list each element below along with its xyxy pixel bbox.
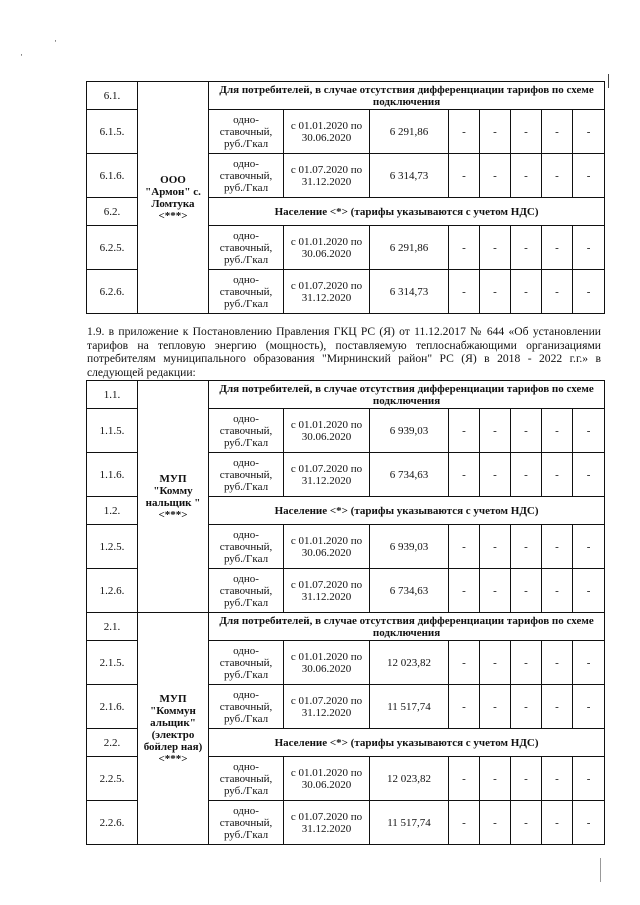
tariff-unit: одно-ставочный, руб./Гкал (209, 270, 284, 314)
empty-cell: - (573, 685, 605, 729)
tariff-table-armon (86, 81, 605, 314)
tariff-value: 12 023,82 (370, 757, 449, 801)
tariff-value: 6 314,73 (370, 154, 449, 198)
tariff-period: с 01.07.2020 по 31.12.2020 (284, 569, 370, 613)
empty-cell: - (449, 409, 480, 453)
tariff-unit: одно-ставочный, руб./Гкал (209, 226, 284, 270)
section-heading: Для потребителей, в случае отсутствия дифференциации тарифов по схеме подключения (209, 613, 605, 641)
empty-cell: - (511, 453, 542, 497)
empty-cell: - (573, 110, 605, 154)
tariff-value: 6 734,63 (370, 569, 449, 613)
tariff-unit: одно-ставочный, руб./Гкал (209, 569, 284, 613)
empty-cell: - (480, 569, 511, 613)
row-code: 2.2. (87, 729, 138, 757)
empty-cell: - (542, 757, 573, 801)
tariff-unit: одно-ставочный, руб./Гкал (209, 525, 284, 569)
organization-name: МУП "Комму нальщик " <***> (138, 381, 209, 613)
tariff-value: 11 517,74 (370, 685, 449, 729)
empty-cell: - (573, 154, 605, 198)
empty-cell: - (511, 270, 542, 314)
scan-edge-line (608, 74, 609, 88)
section-row (87, 613, 605, 641)
empty-cell: - (542, 409, 573, 453)
empty-cell: - (573, 569, 605, 613)
row-code: 6.1. (87, 82, 138, 110)
tariff-unit: одно-ставочный, руб./Гкал (209, 110, 284, 154)
empty-cell: - (542, 801, 573, 845)
tariff-period: с 01.07.2020 по 31.12.2020 (284, 154, 370, 198)
tariff-unit: одно-ставочный, руб./Гкал (209, 685, 284, 729)
empty-cell: - (573, 453, 605, 497)
scan-mark: · (20, 50, 23, 60)
empty-cell: - (573, 525, 605, 569)
tariff-value: 11 517,74 (370, 801, 449, 845)
tariff-period: с 01.01.2020 по 30.06.2020 (284, 226, 370, 270)
empty-cell: - (449, 270, 480, 314)
row-code: 2.1.6. (87, 685, 138, 729)
organization-name: ООО "Армон" с. Ломтука <***> (138, 82, 209, 314)
organization-name: МУП "Коммун альщик" (электро бойлер ная) <***> (138, 613, 209, 845)
empty-cell: - (449, 685, 480, 729)
empty-cell: - (573, 226, 605, 270)
empty-cell: - (480, 226, 511, 270)
empty-cell: - (542, 270, 573, 314)
tariff-period: с 01.07.2020 по 31.12.2020 (284, 685, 370, 729)
empty-cell: - (480, 110, 511, 154)
empty-cell: - (449, 569, 480, 613)
empty-cell: - (480, 453, 511, 497)
section-heading: Население <*> (тарифы указываются с учетом НДС) (209, 729, 605, 757)
section-row (87, 82, 605, 110)
row-code: 2.1. (87, 613, 138, 641)
tariff-period: с 01.01.2020 по 30.06.2020 (284, 409, 370, 453)
row-code: 1.1.5. (87, 409, 138, 453)
empty-cell: - (511, 110, 542, 154)
empty-cell: - (480, 270, 511, 314)
empty-cell: - (449, 757, 480, 801)
tariff-period: с 01.07.2020 по 31.12.2020 (284, 270, 370, 314)
tariff-unit: одно-ставочный, руб./Гкал (209, 154, 284, 198)
tariff-period: с 01.01.2020 по 30.06.2020 (284, 757, 370, 801)
section-row (87, 381, 605, 409)
tariff-period: с 01.07.2020 по 31.12.2020 (284, 801, 370, 845)
empty-cell: - (480, 801, 511, 845)
amendment-paragraph: 1.9. в приложение к Постановлению Правления ГКЦ РС (Я) от 11.12.2017 № 644 «Об установлении тарифов на тепловую энергию (мощность), поставляемую теплоснабжающими организациями потребителям муниципального образования "Мирнинский район" РС (Я) в 2018 - 2022 г.г.» в следующей редакции: (87, 325, 601, 379)
empty-cell: - (511, 801, 542, 845)
empty-cell: - (573, 801, 605, 845)
empty-cell: - (480, 525, 511, 569)
empty-cell: - (449, 525, 480, 569)
empty-cell: - (480, 154, 511, 198)
empty-cell: - (449, 801, 480, 845)
tariff-unit: одно-ставочный, руб./Гкал (209, 757, 284, 801)
empty-cell: - (573, 409, 605, 453)
row-code: 2.2.6. (87, 801, 138, 845)
section-heading: Население <*> (тарифы указываются с учетом НДС) (209, 497, 605, 525)
empty-cell: - (449, 226, 480, 270)
empty-cell: - (511, 226, 542, 270)
empty-cell: - (480, 641, 511, 685)
empty-cell: - (542, 685, 573, 729)
row-code: 1.1.6. (87, 453, 138, 497)
tariff-period: с 01.01.2020 по 30.06.2020 (284, 110, 370, 154)
empty-cell: - (449, 453, 480, 497)
tariff-unit: одно-ставочный, руб./Гкал (209, 641, 284, 685)
tariff-value: 6 291,86 (370, 226, 449, 270)
tariff-unit: одно-ставочный, руб./Гкал (209, 453, 284, 497)
empty-cell: - (511, 685, 542, 729)
tariff-table-kommunalshchik (86, 380, 605, 845)
empty-cell: - (449, 641, 480, 685)
empty-cell: - (511, 569, 542, 613)
empty-cell: - (511, 757, 542, 801)
empty-cell: - (542, 641, 573, 685)
row-code: 6.2.6. (87, 270, 138, 314)
empty-cell: - (542, 226, 573, 270)
empty-cell: - (480, 685, 511, 729)
row-code: 1.2. (87, 497, 138, 525)
tariff-period: с 01.07.2020 по 31.12.2020 (284, 453, 370, 497)
tariff-table-body (87, 381, 605, 845)
tariff-unit: одно-ставочный, руб./Гкал (209, 801, 284, 845)
empty-cell: - (511, 525, 542, 569)
tariff-period: с 01.01.2020 по 30.06.2020 (284, 641, 370, 685)
section-heading: Население <*> (тарифы указываются с учетом НДС) (209, 198, 605, 226)
tariff-value: 6 734,63 (370, 453, 449, 497)
scan-mark: · (54, 36, 57, 46)
row-code: 1.1. (87, 381, 138, 409)
empty-cell: - (542, 569, 573, 613)
section-heading: Для потребителей, в случае отсутствия дифференциации тарифов по схеме подключения (209, 82, 605, 110)
scan-edge-line (600, 858, 601, 882)
row-code: 2.1.5. (87, 641, 138, 685)
empty-cell: - (480, 757, 511, 801)
empty-cell: - (542, 453, 573, 497)
empty-cell: - (542, 110, 573, 154)
row-code: 6.2.5. (87, 226, 138, 270)
tariff-value: 12 023,82 (370, 641, 449, 685)
empty-cell: - (573, 270, 605, 314)
tariff-value: 6 939,03 (370, 409, 449, 453)
empty-cell: - (542, 525, 573, 569)
tariff-unit: одно-ставочный, руб./Гкал (209, 409, 284, 453)
tariff-table-body (87, 82, 605, 314)
empty-cell: - (511, 641, 542, 685)
row-code: 1.2.6. (87, 569, 138, 613)
empty-cell: - (449, 154, 480, 198)
empty-cell: - (449, 110, 480, 154)
tariff-period: с 01.01.2020 по 30.06.2020 (284, 525, 370, 569)
empty-cell: - (542, 154, 573, 198)
row-code: 6.1.6. (87, 154, 138, 198)
row-code: 2.2.5. (87, 757, 138, 801)
tariff-value: 6 939,03 (370, 525, 449, 569)
tariff-value: 6 291,86 (370, 110, 449, 154)
empty-cell: - (573, 641, 605, 685)
row-code: 1.2.5. (87, 525, 138, 569)
row-code: 6.1.5. (87, 110, 138, 154)
empty-cell: - (573, 757, 605, 801)
empty-cell: - (511, 409, 542, 453)
row-code: 6.2. (87, 198, 138, 226)
tariff-value: 6 314,73 (370, 270, 449, 314)
empty-cell: - (480, 409, 511, 453)
empty-cell: - (511, 154, 542, 198)
section-heading: Для потребителей, в случае отсутствия дифференциации тарифов по схеме подключения (209, 381, 605, 409)
